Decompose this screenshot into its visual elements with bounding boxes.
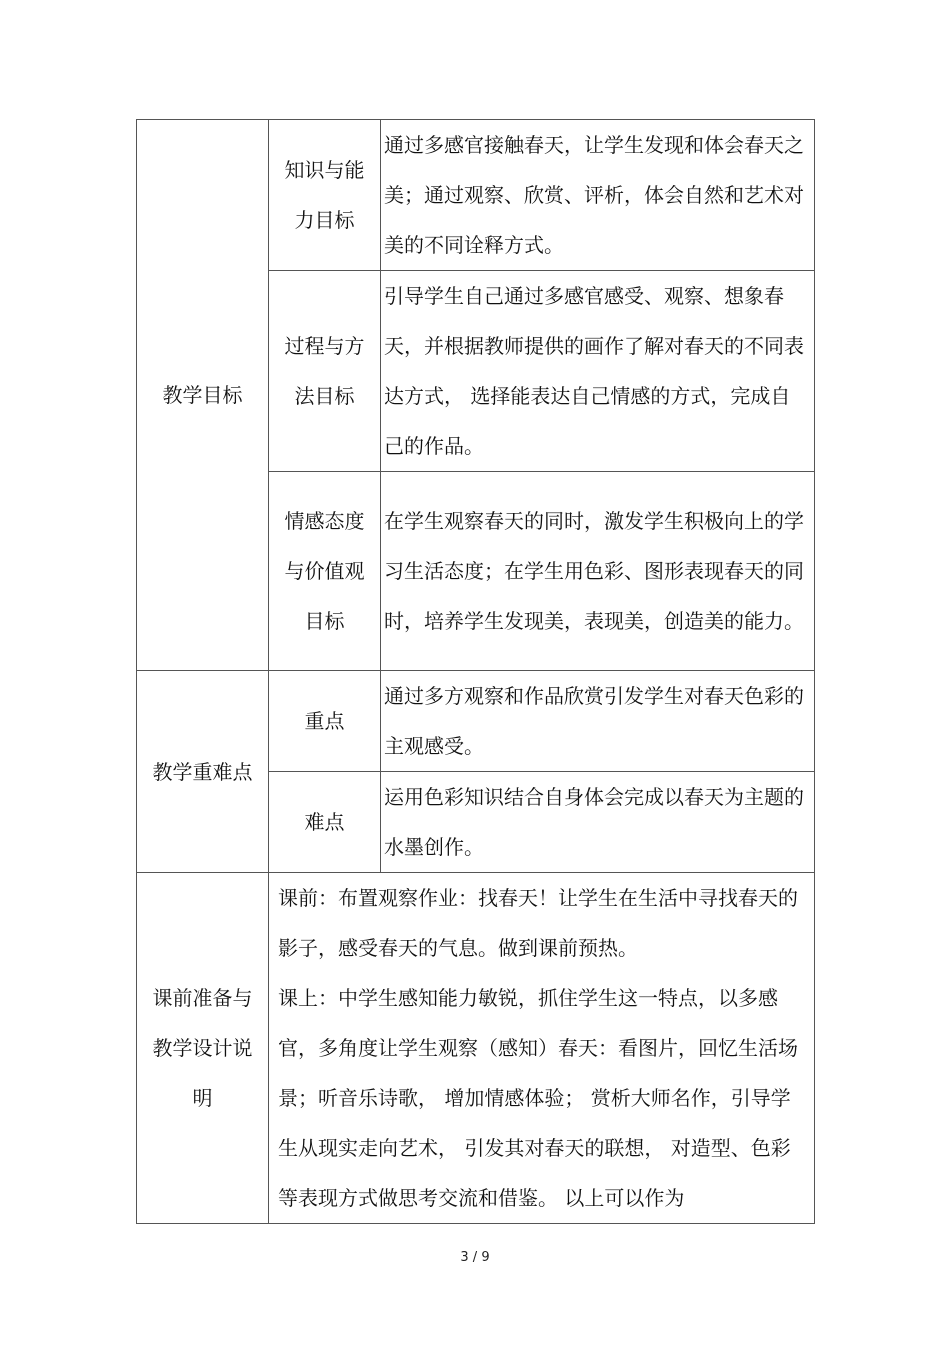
objective-content: 通过多感官接触春天，让学生发现和体会春天之美；通过观察、欣赏、评析，体会自然和艺术对美的不同诠释方式。 — [384, 133, 804, 257]
objective-content-cell — [381, 472, 815, 671]
objective-label: 知识与能力目标 — [284, 158, 365, 232]
key-points-heading-cell — [137, 671, 269, 873]
key-point-label: 重点 — [304, 709, 345, 733]
preparation-paragraph-before-class: 课前：布置观察作业：找春天！让学生在生活中寻找春天的影子，感受春天的气息。做到课前预热。 — [278, 886, 798, 960]
objectives-heading: 教学目标 — [162, 383, 243, 407]
objective-label: 过程与方法目标 — [284, 334, 365, 408]
objectives-heading-cell — [137, 120, 269, 671]
table-row — [137, 671, 815, 772]
lesson-plan-table — [136, 119, 815, 1224]
preparation-paragraph-in-class: 课上：中学生感知能力敏锐，抓住学生这一特点，以多感官，多角度让学生观察（感知）春天：看图片，回忆生活场景；听音乐诗歌， 增加情感体验； 赏析大师名作，引导学生从现实走向艺术， 引发其对春天的联想， 对造型、色彩等表现方式做思考交流和借鉴。 以上可以作为 — [278, 986, 798, 1210]
table-row — [137, 120, 815, 271]
key-point-label-cell — [269, 772, 381, 873]
key-point-content: 通过多方观察和作品欣赏引发学生对春天色彩的主观感受。 — [384, 684, 804, 758]
objective-label-cell — [269, 472, 381, 671]
objective-label-cell — [269, 271, 381, 472]
table-row — [137, 873, 815, 1224]
key-point-content-cell — [381, 671, 815, 772]
key-point-content-cell — [381, 772, 815, 873]
objective-content-cell — [381, 120, 815, 271]
key-point-content: 运用色彩知识结合自身体会完成以春天为主题的水墨创作。 — [384, 785, 804, 859]
objective-content: 引导学生自己通过多感官感受、观察、想象春天，并根据教师提供的画作了解对春天的不同表达方式， 选择能表达自己情感的方式，完成自己的作品。 — [384, 284, 804, 458]
preparation-heading: 课前准备与教学设计说明 — [152, 986, 253, 1110]
key-point-label: 难点 — [304, 810, 345, 834]
preparation-content-cell — [269, 873, 815, 1224]
preparation-heading-cell — [137, 873, 269, 1224]
objective-content-cell — [381, 271, 815, 472]
preparation-content — [269, 873, 814, 1223]
objective-content: 在学生观察春天的同时，激发学生积极向上的学习生活态度；在学生用色彩、图形表现春天的同时，培养学生发现美，表现美，创造美的能力。 — [384, 509, 804, 633]
page-number: 3 / 9 — [460, 1250, 490, 1265]
key-point-label-cell — [269, 671, 381, 772]
objective-label-cell — [269, 120, 381, 271]
key-points-heading: 教学重难点 — [152, 759, 253, 784]
objective-label: 情感态度与价值观目标 — [284, 509, 365, 633]
